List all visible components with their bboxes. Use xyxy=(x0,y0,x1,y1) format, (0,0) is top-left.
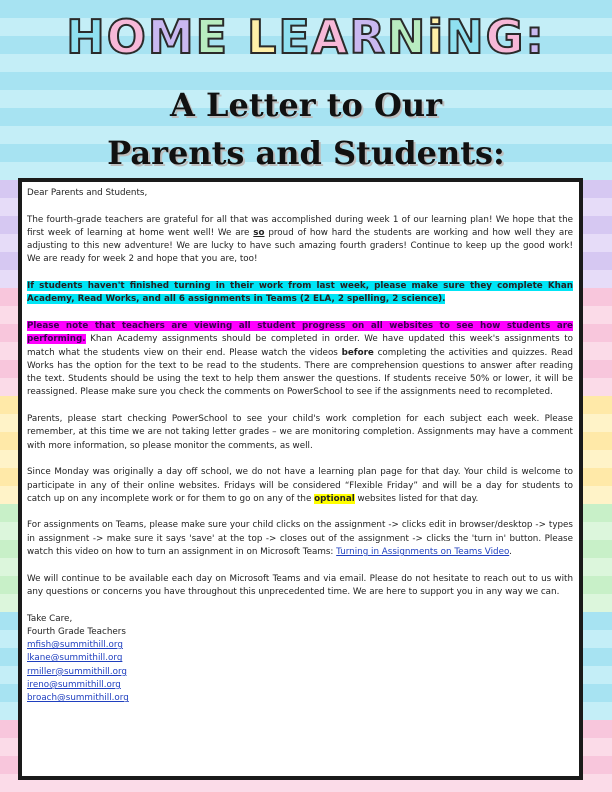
title-letter: E xyxy=(278,10,312,64)
letter-body xyxy=(18,178,583,780)
paragraph-flexible-friday xyxy=(27,466,573,506)
subtitle-line-1: A Letter to Our xyxy=(169,86,442,124)
signature: Fourth Grade Teachers xyxy=(27,626,126,637)
email-link[interactable]: mfish@summithill.org xyxy=(27,640,123,651)
subtitle-line-2: Parents and Students: xyxy=(107,134,505,172)
paragraph-progress xyxy=(27,320,573,400)
title-letter: N xyxy=(386,10,428,64)
title-letter: : xyxy=(525,10,546,64)
page-header xyxy=(0,0,612,180)
p6-text: For assignments on Teams, please make sure your child clicks on the assignment -> clicks edit in browser/desktop -> types in assignment -> make sure it says 'save' at the top -> closes out of the assignment -> clicks the 'turn in' button. Please watch this video on how to turn an assignment in on Microsoft Teams: xyxy=(27,520,573,558)
closing: Take Care, xyxy=(27,613,73,624)
title-letter: M xyxy=(147,10,196,64)
page-title xyxy=(0,10,612,64)
email-link[interactable]: lkane@summithill.org xyxy=(27,653,123,664)
title-letter: G xyxy=(485,10,526,64)
paragraph-teams xyxy=(27,519,573,559)
p3-text-a: Khan Academy assignments should be completed in order. We have updated this week's assignments to match what the students view on their end. Please watch the videos xyxy=(27,334,573,358)
email-link[interactable]: rmiller@summithill.org xyxy=(27,666,127,677)
signature-block xyxy=(27,613,573,706)
p1-emphasis: so xyxy=(253,227,265,238)
greeting xyxy=(27,187,573,200)
email-link[interactable]: broach@summithill.org xyxy=(27,693,129,704)
title-letter: i xyxy=(427,10,446,64)
p4-text: Parents, please start checking PowerSchool to see your child's work completion for each subject each week. Please remember, at this time we are not taking letter grades – we are monitoring completion. Assignments may have a comment with more information, so please monitor the comments, as well. xyxy=(27,414,573,451)
paragraph-powerschool xyxy=(27,413,573,453)
p7-text: We will continue to be available each day on Microsoft Teams and via email. Please do not hesitate to reach out to us with any questions or concerns you have throughout this unprecedented time. We are here to support you in any way we can. xyxy=(27,573,573,597)
p3-before: before xyxy=(341,347,374,358)
p5-text-b: websites listed for that day. xyxy=(354,493,479,504)
paragraph-week-1 xyxy=(27,214,573,267)
p6-end: . xyxy=(509,547,512,558)
title-letter: O xyxy=(106,10,148,64)
p3-text-b: completing the activities and quizzes. Read Works has the option for the text to be read to the students. There are comprehension questions to answer after reading the text. Students should be using the text to help them answer the questions. If students receive 50% or lower, it will be reassigned. Please make sure you check the comments on PowerSchool to see if the assignments need to recompleted. xyxy=(27,347,573,398)
paragraph-availability xyxy=(27,573,573,600)
title-letter: L xyxy=(247,10,279,64)
title-letter: E xyxy=(195,10,230,64)
greeting-text: Dear Parents and Students, xyxy=(27,188,148,198)
p3-highlight: Please note that teachers are viewing all student progress on all websites to see how students are performing. xyxy=(27,320,573,345)
p5-optional: optional xyxy=(314,493,355,504)
title-letter: A xyxy=(311,10,350,64)
p1-rest: proud of how hard the students are working and how well they are adjusting to this new adventure! We are lucky to have such amazing fourth graders! Continue to keep up the good work! We are ready for week 2 and hope that you are, too! xyxy=(27,227,574,265)
title-letter: R xyxy=(349,10,387,64)
p1-text: The fourth-grade teachers are grateful for all that was accomplished during week 1 of our learning plan! We hope that the first week of learning at home went well! We are xyxy=(27,214,573,238)
p5-text-a: Since Monday was originally a day off school, we do not have a learning plan page for that day. Your child is welcome to participate in any of their online websites. Fridays will be considered “Flexible Friday” and will be a day for students to catch up on any incomplete work or for them to go on any of the xyxy=(27,467,573,504)
title-letter: H xyxy=(66,10,107,64)
email-link[interactable]: ireno@summithill.org xyxy=(27,679,121,690)
paragraph-unfinished-work xyxy=(27,280,573,307)
teams-video-link[interactable]: Turning in Assignments on Teams Video xyxy=(336,547,510,558)
p2-highlight: If students haven't finished turning in their work from last week, please make sure they complete Khan Academy, Read Works, and all 6 assignments in Teams (2 ELA, 2 spelling, 2 science). xyxy=(27,281,573,305)
title-letter: N xyxy=(445,10,486,64)
title-letter xyxy=(229,14,247,60)
